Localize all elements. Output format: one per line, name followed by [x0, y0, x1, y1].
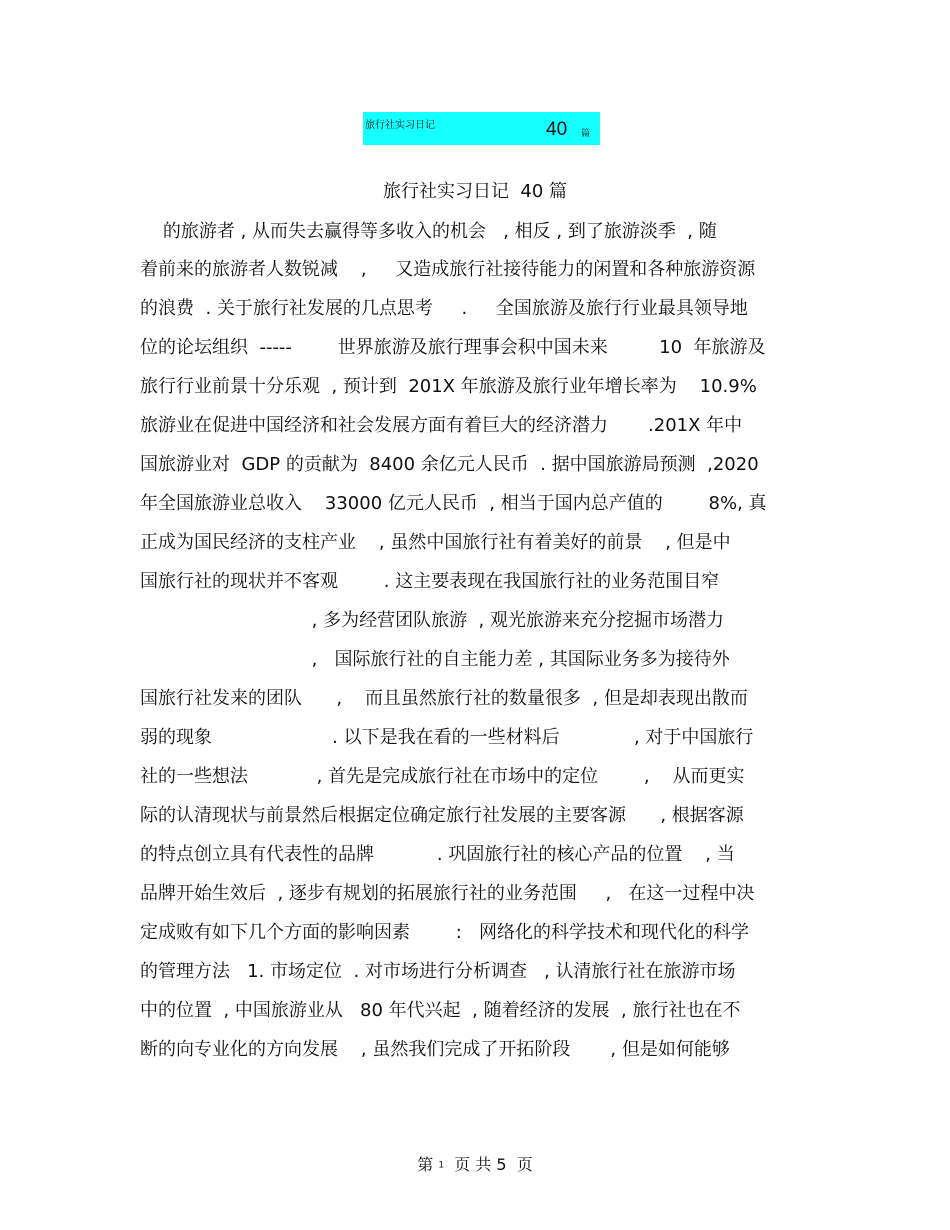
text-line: 正成为国民经济的支柱产业 , 虽然中国旅行社有着美好的前景 , 但是中: [140, 532, 731, 553]
text-line: 的特点创立具有代表性的品牌 . 巩固旅行社的核心产品的位置 , 当: [140, 844, 735, 865]
text-line: 断的向专业化的方向发展 , 虽然我们完成了开拓阶段 , 但是如何能够: [140, 1039, 730, 1060]
text-line: 年全国旅游业总收入 33000 亿元人民币 , 相当于国内总产值的 8%, 真: [140, 493, 767, 514]
page-footer: [0, 1155, 950, 1176]
text-line: 国旅游业对 GDP 的贡献为 8400 余亿元人民币 . 据中国旅游局预测 ,2020: [140, 454, 759, 475]
text-line: 弱的现象 . 以下是我在看的一些材料后 , 对于中国旅行: [140, 727, 754, 748]
text-line: 位的论坛组织 ----- 世界旅游及旅行理事会积中国未来 10 年旅游及: [140, 337, 766, 358]
text-line: 定成败有如下几个方面的影响因素 : 网络化的科学技术和现代化的科学: [140, 922, 749, 943]
footer-middle: 页 共: [444, 1155, 497, 1174]
text-line: 旅行行业前景十分乐观 , 预计到 201X 年旅游及旅行业年增长率为 10.9%: [140, 376, 757, 397]
text-line: , 多为经营团队旅游 , 观光旅游来充分挖掘市场潜力: [140, 610, 724, 631]
header-number: 40: [546, 119, 568, 140]
text-line: 际的认清现状与前景然后根据定位确定旅行社发展的主要客源 , 根据客源: [140, 805, 744, 826]
text-line: 中的位置 , 中国旅游业从 80 年代兴起 , 随着经济的发展 , 旅行社也在不: [140, 1000, 741, 1021]
header-unit: 篇: [581, 129, 591, 139]
text-line: 的管理方法 1. 市场定位 . 对市场进行分析调查 , 认清旅行社在旅游市场: [140, 961, 736, 982]
footer-suffix: 页: [506, 1155, 533, 1174]
header-label: 旅行社实习日记: [365, 120, 435, 131]
document-title: 旅行社实习日记 40 篇: [382, 181, 568, 202]
text-line: 社的一些想法 , 首先是完成旅行社在市场中的定位 , 从而更实: [140, 766, 745, 787]
footer-prefix: 第: [417, 1155, 439, 1174]
text-line: 旅游业在促进中国经济和社会发展方面有着巨大的经济潜力 .201X 年中: [140, 415, 743, 436]
text-line: , 国际旅行社的自主能力差 , 其国际业务多为接待外: [140, 649, 730, 670]
header-highlight-box: [363, 112, 600, 145]
text-line: 着前来的旅游者人数锐减 , 又造成旅行社接待能力的闲置和各种旅游资源: [140, 259, 756, 280]
total-pages-number: 5: [496, 1155, 507, 1174]
text-line: 的旅游者 , 从而失去赢得等多收入的机会 , 相反 , 到了旅游淡季 , 随: [140, 221, 717, 242]
current-page-number: 1: [438, 1160, 445, 1171]
text-line: 的浪费 . 关于旅行社发展的几点思考 . 全国旅游及旅行行业最具领导地: [140, 298, 748, 319]
text-line: 国旅行社发来的团队 , 而且虽然旅行社的数量很多 , 但是却表现出散而: [140, 688, 748, 709]
text-line: 品牌开始生效后 , 逐步有规划的拓展旅行社的业务范围 , 在这一过程中决: [140, 883, 755, 904]
text-line: 国旅行社的现状并不客观 . 这主要表现在我国旅行社的业务范围目窄: [140, 571, 720, 592]
